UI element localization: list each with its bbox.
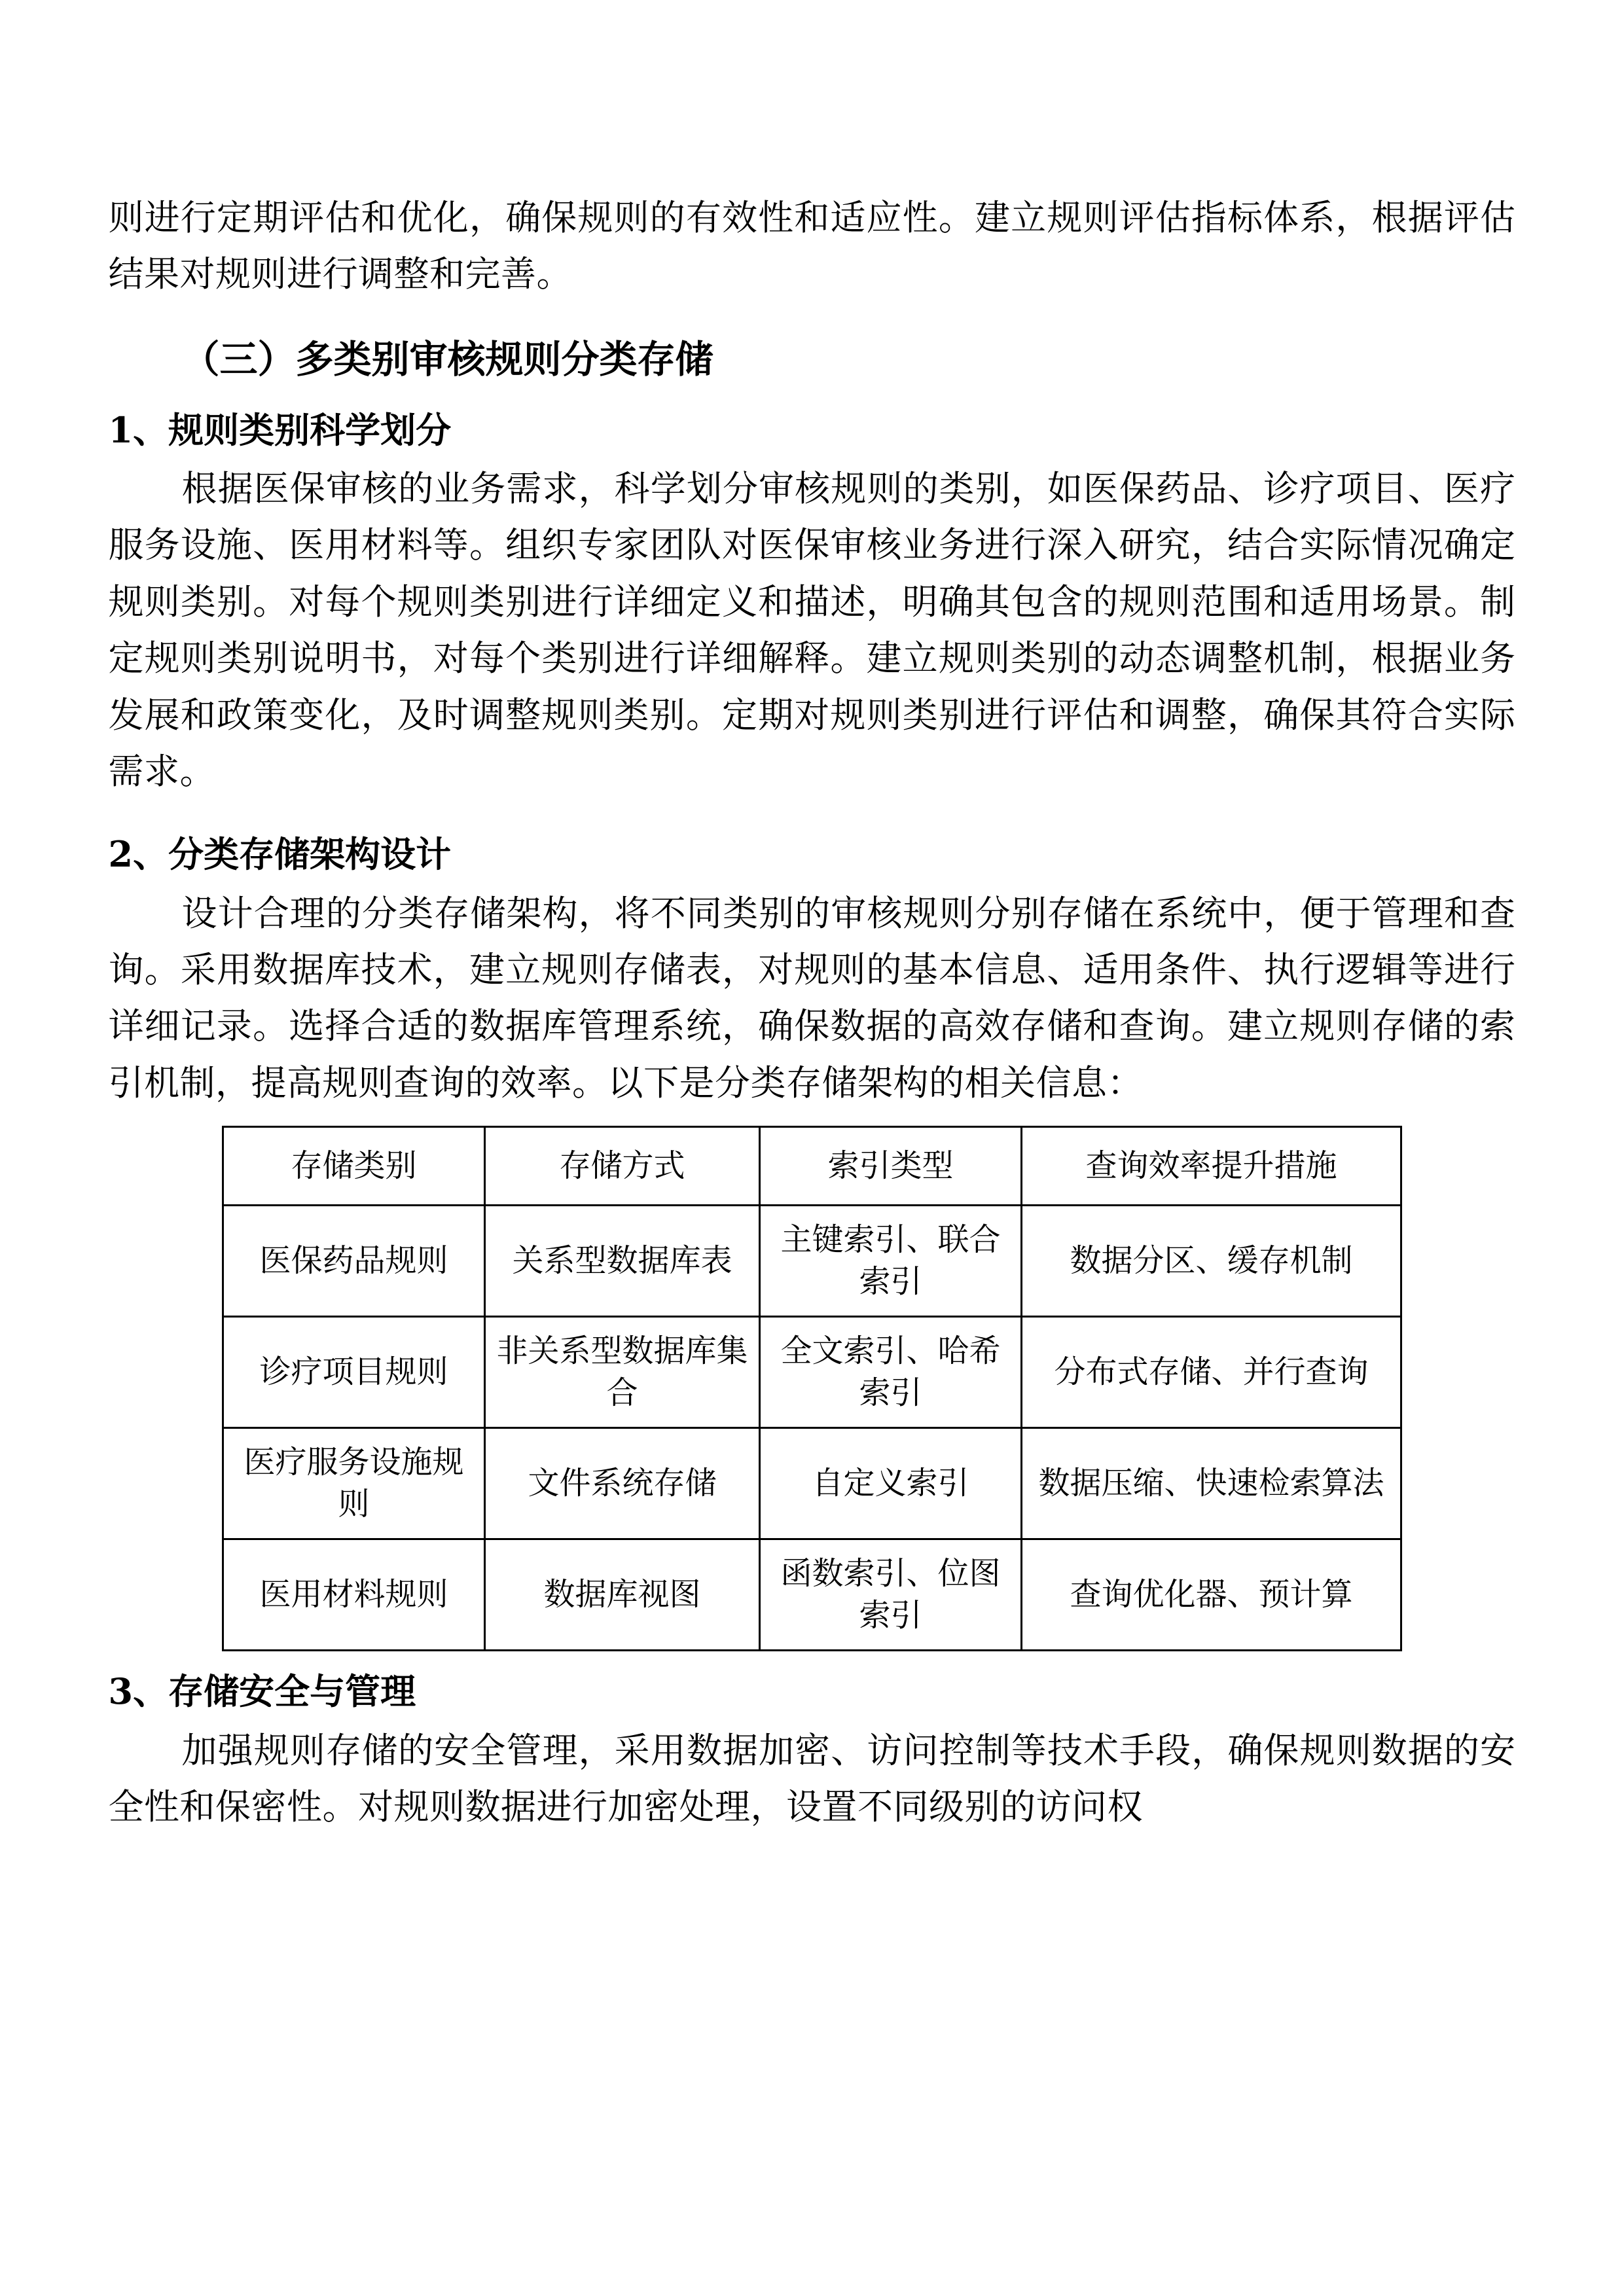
table-row (223, 1206, 1401, 1317)
table-row (223, 1317, 1401, 1428)
table-row (223, 1428, 1401, 1539)
subsection-paragraph-1: 根据医保审核的业务需求，科学划分审核规则的类别，如医保药品、诊疗项目、医疗服务设施、医用材料等。组织专家团队对医保审核业务进行深入研究，结合实际情况确定规则类别。对每个规则类别进行详细定义和描述，明确其包含的规则范围和适用场景。制定规则类别说明书，对每个类别进行详细解释。建立规则类别的动态调整机制，根据业务发展和政策变化，及时调整规则类别。定期对规则类别进行评估和调整，确保其符合实际需求。 (108, 467, 1516, 792)
continued-paragraph: 则进行定期评估和优化，确保规则的有效性和适应性。建立规则评估指标体系，根据评估结果对规则进行调整和完善。 (108, 197, 1516, 295)
cell-storage-category: 诊疗项目规则 (223, 1317, 485, 1428)
spacer (109, 303, 1516, 310)
table-header (223, 1127, 1401, 1206)
spacer (109, 800, 1516, 814)
section-heading: （三）多类别审核规则分类存储 (181, 336, 713, 382)
cell-efficiency-measures: 分布式存储、并行查询 (1022, 1317, 1401, 1428)
cell-storage-category: 医用材料规则 (223, 1539, 485, 1651)
cell-storage-method: 数据库视图 (485, 1539, 760, 1651)
column-header-efficiency-measures: 查询效率提升措施 (1022, 1127, 1401, 1206)
cell-index-type: 主键索引、联合索引 (760, 1206, 1022, 1317)
subsection-paragraph-3: 加强规则存储的安全管理，采用数据加密、访问控制等技术手段，确保规则数据的安全性和保密性。对规则数据进行加密处理，设置不同级别的访问权 (108, 1729, 1516, 1828)
table-body (223, 1206, 1401, 1651)
cell-storage-method: 非关系型数据库集合 (485, 1317, 760, 1428)
cell-index-type: 自定义索引 (760, 1428, 1022, 1539)
cell-efficiency-measures: 查询优化器、预计算 (1022, 1539, 1401, 1651)
column-header-storage-category: 存储类别 (223, 1127, 485, 1206)
cell-storage-category: 医疗服务设施规则 (223, 1428, 485, 1539)
cell-storage-method: 文件系统存储 (485, 1428, 760, 1539)
cell-index-type: 全文索引、哈希索引 (760, 1317, 1022, 1428)
cell-storage-method: 关系型数据库表 (485, 1206, 760, 1317)
subsection-paragraph-2: 设计合理的分类存储架构，将不同类别的审核规则分别存储在系统中，便于管理和查询。采用数据库技术，建立规则存储表，对规则的基本信息、适用条件、执行逻辑等进行详细记录。选择合适的数据库管理系统，确保数据的高效存储和查询。建立规则存储的索引机制，提高规则查询的效率。以下是分类存储架构的相关信息： (108, 892, 1516, 1103)
table-header-row (223, 1127, 1401, 1206)
document-body (109, 190, 1516, 1835)
table-row (223, 1539, 1401, 1651)
subsection-heading-1: 1、规则类别科学划分 (108, 408, 452, 451)
storage-architecture-table (222, 1126, 1402, 1651)
column-header-storage-method: 存储方式 (485, 1127, 760, 1206)
cell-efficiency-measures: 数据分区、缓存机制 (1022, 1206, 1401, 1317)
cell-index-type: 函数索引、位图索引 (760, 1539, 1022, 1651)
column-header-index-type: 索引类型 (760, 1127, 1022, 1206)
subsection-heading-3: 3、存储安全与管理 (108, 1670, 416, 1713)
cell-efficiency-measures: 数据压缩、快速检索算法 (1022, 1428, 1401, 1539)
cell-storage-category: 医保药品规则 (223, 1206, 485, 1317)
subsection-heading-2: 2、分类存储架构设计 (108, 833, 452, 876)
